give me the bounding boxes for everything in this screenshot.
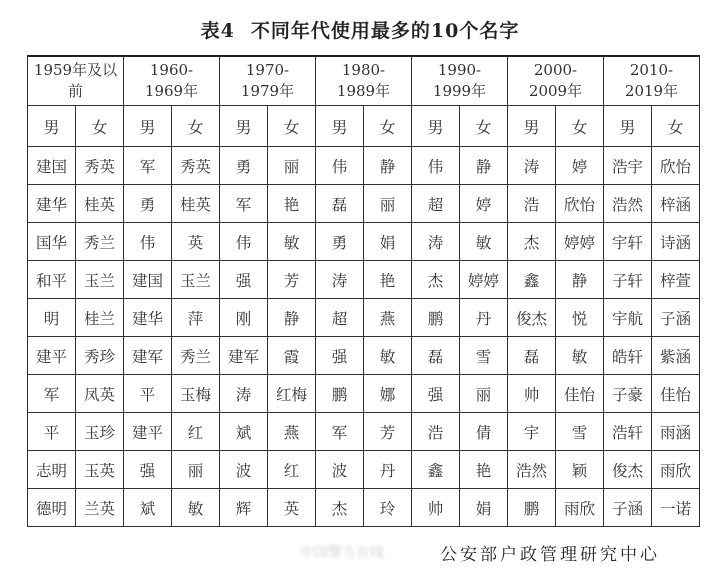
- male-name-cell: 超: [412, 185, 460, 223]
- names-table: [27, 55, 700, 527]
- male-name-cell: 涛: [220, 375, 268, 413]
- male-name-cell: 建华: [124, 299, 172, 337]
- male-name-cell: 宇: [508, 413, 556, 451]
- male-header: 男: [604, 106, 652, 147]
- table-row: [28, 299, 700, 337]
- male-name-cell: 建军: [124, 337, 172, 375]
- female-name-cell: 丽: [172, 451, 220, 489]
- male-name-cell: 磊: [412, 337, 460, 375]
- female-name-cell: 雨欣: [556, 489, 604, 527]
- female-name-cell: 凤英: [76, 375, 124, 413]
- female-name-cell: 雨欣: [652, 451, 700, 489]
- female-name-cell: 霞: [268, 337, 316, 375]
- table-row: [28, 185, 700, 223]
- male-name-cell: 子轩: [604, 261, 652, 299]
- table-row: [28, 147, 700, 185]
- female-header: 女: [364, 106, 412, 147]
- female-name-cell: 悦: [556, 299, 604, 337]
- female-name-cell: 玉梅: [172, 375, 220, 413]
- male-name-cell: 强: [124, 451, 172, 489]
- male-name-cell: 超: [316, 299, 364, 337]
- female-header: 女: [652, 106, 700, 147]
- female-header: 女: [76, 106, 124, 147]
- female-name-cell: 红: [172, 413, 220, 451]
- female-name-cell: 雨涵: [652, 413, 700, 451]
- male-header: 男: [220, 106, 268, 147]
- female-name-cell: 艳: [364, 261, 412, 299]
- female-name-cell: 诗涵: [652, 223, 700, 261]
- male-name-cell: 军: [28, 375, 76, 413]
- female-name-cell: 玉英: [76, 451, 124, 489]
- decade-header-cell: [604, 56, 700, 106]
- male-name-cell: 皓轩: [604, 337, 652, 375]
- female-name-cell: 艳: [460, 451, 508, 489]
- female-name-cell: 倩: [460, 413, 508, 451]
- male-name-cell: 伟: [220, 223, 268, 261]
- female-name-cell: 玲: [364, 489, 412, 527]
- female-name-cell: 萍: [172, 299, 220, 337]
- decade-header-cell: [124, 56, 220, 106]
- female-name-cell: 敏: [556, 337, 604, 375]
- female-name-cell: 秀兰: [172, 337, 220, 375]
- decade-header: 1960-1969年: [144, 61, 199, 100]
- female-name-cell: 燕: [268, 413, 316, 451]
- table-number: 表4: [200, 20, 235, 42]
- male-name-cell: 浩然: [508, 451, 556, 489]
- decade-header-row: [28, 56, 700, 106]
- female-name-cell: 静: [268, 299, 316, 337]
- female-name-cell: 紫涵: [652, 337, 700, 375]
- female-name-cell: 玉兰: [76, 261, 124, 299]
- female-name-cell: 敏: [460, 223, 508, 261]
- male-name-cell: 浩: [412, 413, 460, 451]
- male-name-cell: 国华: [28, 223, 76, 261]
- female-name-cell: 婷婷: [460, 261, 508, 299]
- male-header: 男: [124, 106, 172, 147]
- male-name-cell: 平: [28, 413, 76, 451]
- watermark: 中国警方在线: [300, 545, 384, 561]
- decade-header: 1959年及以前: [33, 61, 118, 100]
- male-name-cell: 军: [124, 147, 172, 185]
- male-name-cell: 强: [316, 337, 364, 375]
- male-name-cell: 浩轩: [604, 413, 652, 451]
- female-name-cell: 玉珍: [76, 413, 124, 451]
- male-name-cell: 磊: [508, 337, 556, 375]
- table-row: [28, 451, 700, 489]
- male-name-cell: 鑫: [508, 261, 556, 299]
- male-name-cell: 强: [220, 261, 268, 299]
- female-header: 女: [172, 106, 220, 147]
- decade-header-cell: [220, 56, 316, 106]
- female-name-cell: 玉兰: [172, 261, 220, 299]
- decade-header: 1990-1999年: [432, 61, 487, 100]
- female-name-cell: 雪: [556, 413, 604, 451]
- decade-header: 1970-1979年: [240, 61, 295, 100]
- male-header: 男: [508, 106, 556, 147]
- male-name-cell: 明: [28, 299, 76, 337]
- female-name-cell: 婷: [460, 185, 508, 223]
- table-row: [28, 223, 700, 261]
- female-name-cell: 雪: [460, 337, 508, 375]
- male-name-cell: 波: [316, 451, 364, 489]
- male-name-cell: 德明: [28, 489, 76, 527]
- male-name-cell: 强: [412, 375, 460, 413]
- female-name-cell: 英: [172, 223, 220, 261]
- female-name-cell: 丹: [364, 451, 412, 489]
- male-header: 男: [316, 106, 364, 147]
- female-name-cell: 静: [556, 261, 604, 299]
- female-name-cell: 秀兰: [76, 223, 124, 261]
- female-name-cell: 兰英: [76, 489, 124, 527]
- female-name-cell: 秀英: [172, 147, 220, 185]
- female-name-cell: 颖: [556, 451, 604, 489]
- male-name-cell: 鹏: [316, 375, 364, 413]
- female-name-cell: 梓涵: [652, 185, 700, 223]
- male-name-cell: 勇: [220, 147, 268, 185]
- female-name-cell: 丽: [364, 185, 412, 223]
- decade-header: 2000-2009年: [528, 61, 583, 100]
- male-name-cell: 伟: [124, 223, 172, 261]
- male-name-cell: 斌: [220, 413, 268, 451]
- female-name-cell: 红: [268, 451, 316, 489]
- decade-header: 2010-2019年: [624, 61, 679, 100]
- male-name-cell: 涛: [316, 261, 364, 299]
- male-name-cell: 建军: [220, 337, 268, 375]
- male-name-cell: 鹏: [412, 299, 460, 337]
- male-name-cell: 子涵: [604, 489, 652, 527]
- male-name-cell: 建国: [28, 147, 76, 185]
- male-name-cell: 刚: [220, 299, 268, 337]
- decade-header-cell: [316, 56, 412, 106]
- male-name-cell: 和平: [28, 261, 76, 299]
- female-name-cell: 欣怡: [652, 147, 700, 185]
- female-name-cell: 敏: [268, 223, 316, 261]
- female-name-cell: 梓萱: [652, 261, 700, 299]
- female-name-cell: 芳: [268, 261, 316, 299]
- female-name-cell: 婷婷: [556, 223, 604, 261]
- female-name-cell: 芳: [364, 413, 412, 451]
- female-name-cell: 欣怡: [556, 185, 604, 223]
- female-name-cell: 燕: [364, 299, 412, 337]
- table-title: [0, 16, 720, 43]
- male-name-cell: 建国: [124, 261, 172, 299]
- male-name-cell: 鹏: [508, 489, 556, 527]
- male-name-cell: 伟: [316, 147, 364, 185]
- male-name-cell: 军: [220, 185, 268, 223]
- female-name-cell: 佳怡: [556, 375, 604, 413]
- male-header: 男: [412, 106, 460, 147]
- female-name-cell: 一诺: [652, 489, 700, 527]
- female-name-cell: 敏: [364, 337, 412, 375]
- female-name-cell: 静: [364, 147, 412, 185]
- female-name-cell: 英: [268, 489, 316, 527]
- female-name-cell: 静: [460, 147, 508, 185]
- table-row: [28, 413, 700, 451]
- male-name-cell: 勇: [316, 223, 364, 261]
- male-name-cell: 杰: [412, 261, 460, 299]
- decade-header-cell: [412, 56, 508, 106]
- table-row: [28, 337, 700, 375]
- female-name-cell: 娟: [460, 489, 508, 527]
- male-name-cell: 波: [220, 451, 268, 489]
- female-name-cell: 娜: [364, 375, 412, 413]
- table-row: [28, 261, 700, 299]
- decade-header-cell: [508, 56, 604, 106]
- female-header: 女: [460, 106, 508, 147]
- male-name-cell: 浩: [508, 185, 556, 223]
- female-name-cell: 佳怡: [652, 375, 700, 413]
- female-name-cell: 桂英: [172, 185, 220, 223]
- male-name-cell: 志明: [28, 451, 76, 489]
- gender-header-row: [28, 106, 700, 147]
- source-note: 公安部户政管理研究中心: [440, 545, 660, 565]
- male-name-cell: 伟: [412, 147, 460, 185]
- male-name-cell: 子豪: [604, 375, 652, 413]
- female-name-cell: 丹: [460, 299, 508, 337]
- table-row: [28, 489, 700, 527]
- female-name-cell: 秀珍: [76, 337, 124, 375]
- male-name-cell: 俊杰: [604, 451, 652, 489]
- male-name-cell: 浩然: [604, 185, 652, 223]
- female-header: 女: [268, 106, 316, 147]
- male-name-cell: 杰: [508, 223, 556, 261]
- male-name-cell: 浩宇: [604, 147, 652, 185]
- female-name-cell: 敏: [172, 489, 220, 527]
- male-name-cell: 建华: [28, 185, 76, 223]
- female-name-cell: 桂兰: [76, 299, 124, 337]
- male-name-cell: 帅: [508, 375, 556, 413]
- male-name-cell: 建平: [124, 413, 172, 451]
- female-name-cell: 丽: [460, 375, 508, 413]
- male-name-cell: 俊杰: [508, 299, 556, 337]
- table-row: [28, 375, 700, 413]
- male-name-cell: 帅: [412, 489, 460, 527]
- female-name-cell: 婷: [556, 147, 604, 185]
- male-name-cell: 勇: [124, 185, 172, 223]
- male-name-cell: 杰: [316, 489, 364, 527]
- female-name-cell: 红梅: [268, 375, 316, 413]
- male-name-cell: 建平: [28, 337, 76, 375]
- male-name-cell: 军: [316, 413, 364, 451]
- male-name-cell: 涛: [508, 147, 556, 185]
- male-name-cell: 宇航: [604, 299, 652, 337]
- male-name-cell: 斌: [124, 489, 172, 527]
- male-name-cell: 磊: [316, 185, 364, 223]
- female-name-cell: 艳: [268, 185, 316, 223]
- male-name-cell: 宇轩: [604, 223, 652, 261]
- female-name-cell: 子涵: [652, 299, 700, 337]
- male-name-cell: 涛: [412, 223, 460, 261]
- male-header: 男: [28, 106, 76, 147]
- female-name-cell: 桂英: [76, 185, 124, 223]
- female-name-cell: 娟: [364, 223, 412, 261]
- female-name-cell: 丽: [268, 147, 316, 185]
- male-name-cell: 鑫: [412, 451, 460, 489]
- male-name-cell: 平: [124, 375, 172, 413]
- male-name-cell: 辉: [220, 489, 268, 527]
- table-caption: 不同年代使用最多的10个名字: [250, 20, 520, 42]
- decade-header: 1980-1989年: [336, 61, 391, 100]
- female-name-cell: 秀英: [76, 147, 124, 185]
- female-header: 女: [556, 106, 604, 147]
- decade-header-cell: [28, 56, 124, 106]
